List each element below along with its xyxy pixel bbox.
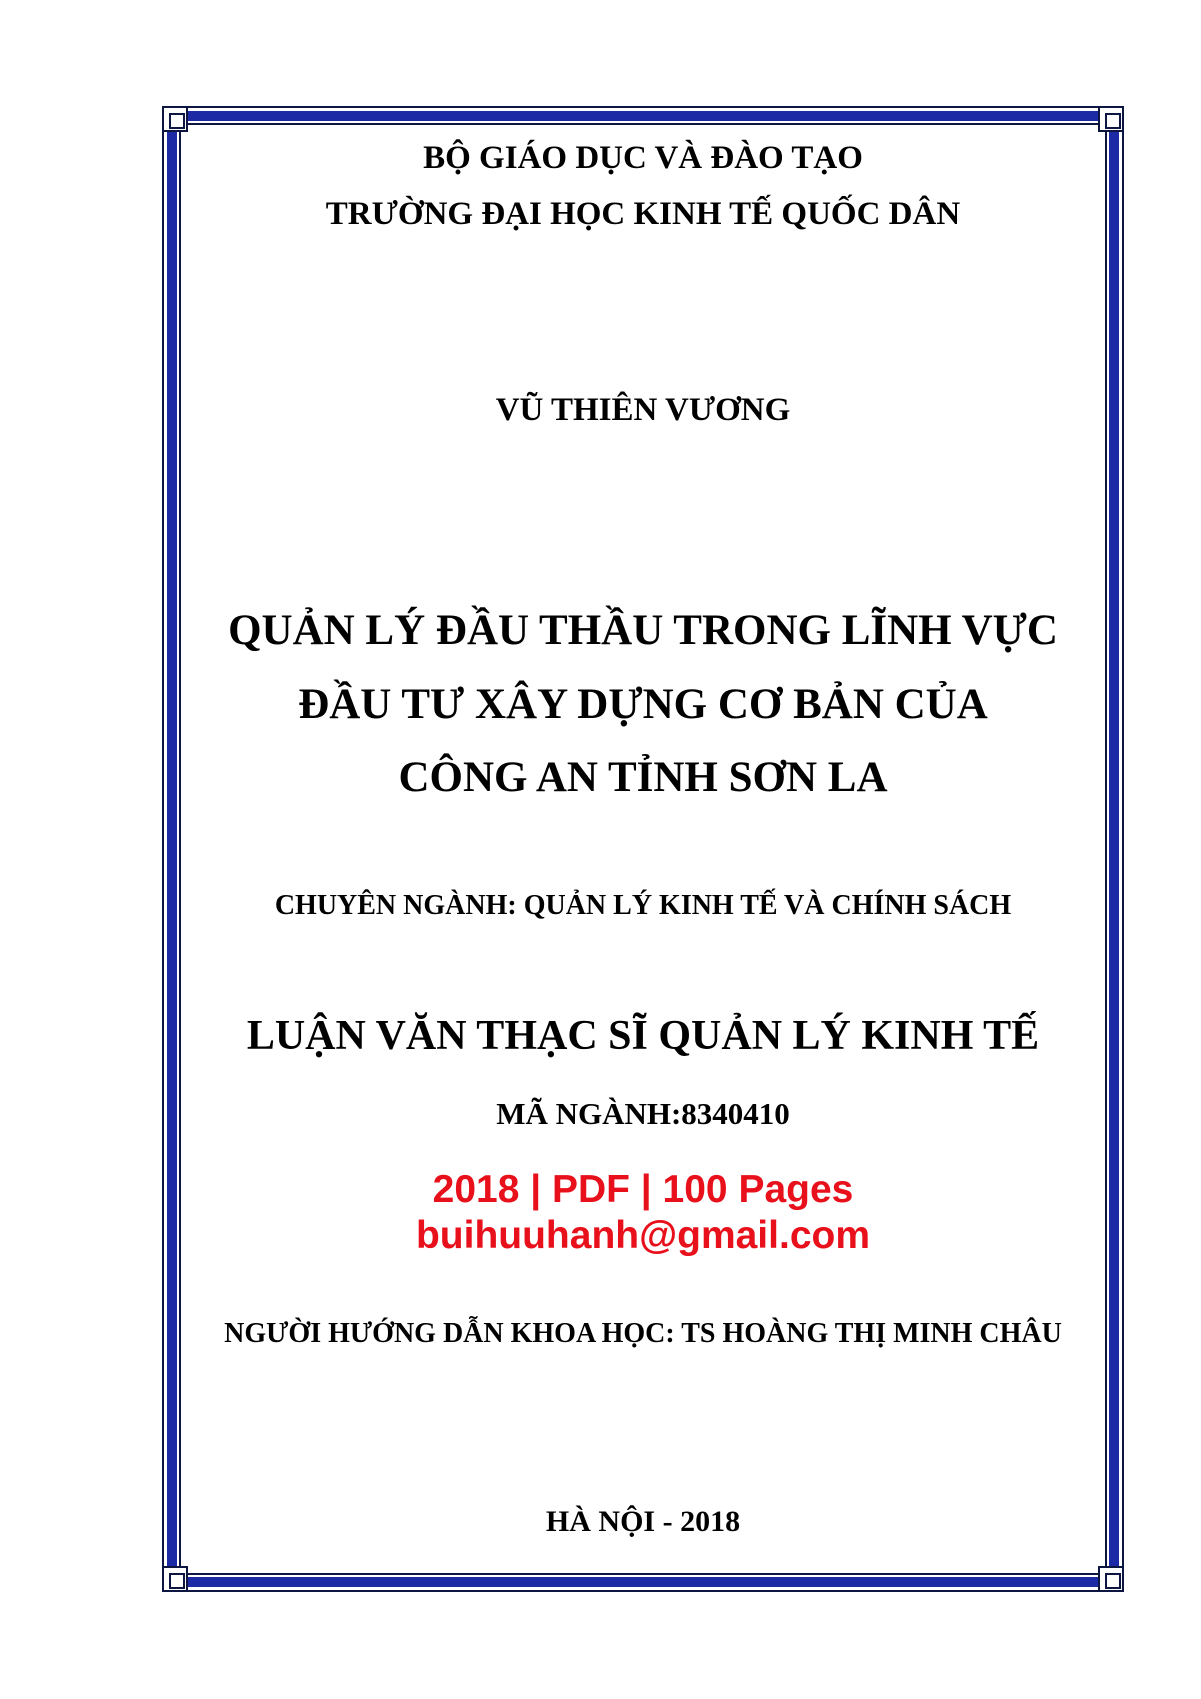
ministry-heading: BỘ GIÁO DỤC VÀ ĐÀO TẠO [423,140,863,176]
thesis-title-line-3: CÔNG AN TỈNH SƠN LA [398,754,888,801]
university-heading: TRƯỜNG ĐẠI HỌC KINH TẾ QUỐC DÂN [325,196,961,232]
advisor-line: NGƯỜI HƯỚNG DẪN KHOA HỌC: TS HOÀNG THỊ MINH CHÂU [224,1318,1062,1349]
corner-ornament-top-right [1098,106,1124,132]
watermark-info: 2018 | PDF | 100 Pages [432,1168,854,1211]
author-name: VŨ THIÊN VƯƠNG [495,392,791,428]
place-and-year: HÀ NỘI - 2018 [545,1505,741,1538]
degree-title: LUẬN VĂN THẠC SĨ QUẢN LÝ KINH TẾ [246,1013,1040,1059]
thesis-title-line-1: QUẢN LÝ ĐẦU THẦU TRONG LĨNH VỰC [228,607,1058,654]
major-code: MÃ NGÀNH:8340410 [496,1096,790,1131]
corner-ornament-top-left [162,106,188,132]
corner-ornament-bottom-left [162,1566,188,1592]
watermark-email: buihuuhanh@gmail.com [415,1214,871,1257]
border-frame-inner [179,123,1107,1575]
corner-ornament-bottom-right [1098,1566,1124,1592]
major-line: CHUYÊN NGÀNH: QUẢN LÝ KINH TẾ VÀ CHÍNH SÁCH [274,890,1012,921]
thesis-title-line-2: ĐẦU TƯ XÂY DỰNG CƠ BẢN CỦA [298,681,988,728]
